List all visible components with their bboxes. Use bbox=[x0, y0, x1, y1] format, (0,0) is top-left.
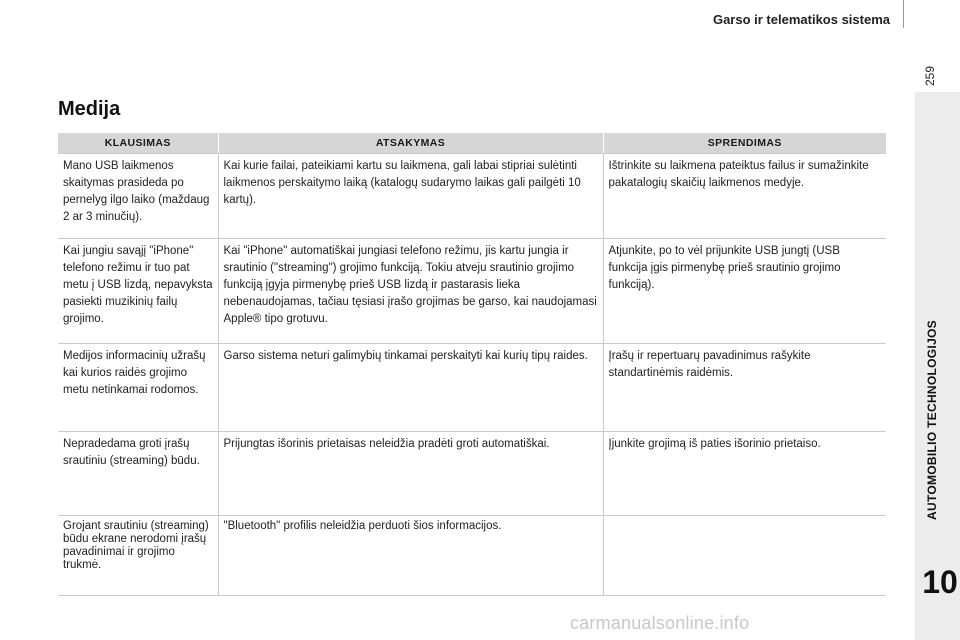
page-number bbox=[922, 62, 938, 90]
table-row bbox=[58, 154, 886, 239]
table-row bbox=[58, 432, 886, 516]
column-header-solution: SPRENDIMAS bbox=[603, 133, 886, 154]
answer-cell: Prijungtas išorinis prietaisas neleidžia pradėti groti automatiškai. bbox=[218, 432, 603, 516]
answer-cell: Garso sistema neturi galimybių tinkamai perskaityti kai kurių tipų raides. bbox=[218, 344, 603, 432]
question-cell: Nepradedama groti įrašų srautiniu (streaming) būdu. bbox=[58, 432, 218, 516]
solution-cell: Įjunkite grojimą iš paties išorinio prietaiso. bbox=[603, 432, 886, 516]
chapter-label bbox=[918, 280, 946, 560]
question-cell: Medijos informacinių užrašų kai kurios raidės grojimo metu netinkamai rodomos. bbox=[58, 344, 218, 432]
table-row bbox=[58, 344, 886, 432]
header-divider bbox=[903, 0, 904, 28]
column-header-answer: ATSAKYMAS bbox=[218, 133, 603, 154]
question-cell: Kai jungiu savąjį "iPhone" telefono režimu ir tuo pat metu į USB lizdą, nepavyksta pasiekti muzikinių failų grojimo. bbox=[58, 239, 218, 344]
table-row bbox=[58, 516, 886, 596]
section-title: Medija bbox=[58, 98, 121, 120]
chapter-number: 10 bbox=[922, 564, 958, 600]
solution-cell bbox=[603, 516, 886, 596]
solution-cell: Įrašų ir repertuarų pavadinimus rašykite standartinėmis raidėmis. bbox=[603, 344, 886, 432]
column-header-question: KLAUSIMAS bbox=[58, 133, 218, 154]
solution-cell: Ištrinkite su laikmena pateiktus failus ir sumažinkite pakatalogių skaičių laikmenos medyje. bbox=[603, 154, 886, 239]
table-row bbox=[58, 239, 886, 344]
table-header-row bbox=[58, 133, 886, 154]
answer-cell: Kai kurie failai, pateikiami kartu su laikmena, gali labai stipriai sulėtinti laikmenos perskaitymo laiką (katalogų sudarymo laikas gali pailgėti 10 kartų). bbox=[218, 154, 603, 239]
troubleshooting-table bbox=[58, 133, 886, 596]
running-header-title: Garso ir telematikos sistema bbox=[712, 12, 890, 27]
answer-cell: Kai "iPhone" automatiškai jungiasi telefono režimu, jis kartu jungia ir srautinio ("streaming") grojimo funkciją. Tokiu atveju srautinio grojimo funkciją įgyja pirmenybę prieš USB lizdą ir pastarasis lieka nebenaudojamas, tačiau tęsiasi įrašo grojimas be garso, kai naudojamasi Apple® tipo grotuvu. bbox=[218, 239, 603, 344]
page-number-text: 259 bbox=[923, 65, 937, 87]
watermark: carmanualsonline.info bbox=[570, 613, 750, 633]
solution-cell: Atjunkite, po to vėl prijunkite USB jungtį (USB funkcija įgis pirmenybę prieš srautinio grojimo funkciją). bbox=[603, 239, 886, 344]
question-cell: Mano USB laikmenos skaitymas prasideda po pernelyg ilgo laiko (maždaug 2 ar 3 minučių). bbox=[58, 154, 218, 239]
question-cell: Grojant srautiniu (streaming) būdu ekrane nerodomi įrašų pavadinimai ir grojimo trukmė. bbox=[58, 516, 218, 596]
chapter-label-text: AUTOMOBILIO TECHNOLOGIJOS bbox=[925, 320, 940, 520]
answer-cell: "Bluetooth" profilis neleidžia perduoti šios informacijos. bbox=[218, 516, 603, 596]
